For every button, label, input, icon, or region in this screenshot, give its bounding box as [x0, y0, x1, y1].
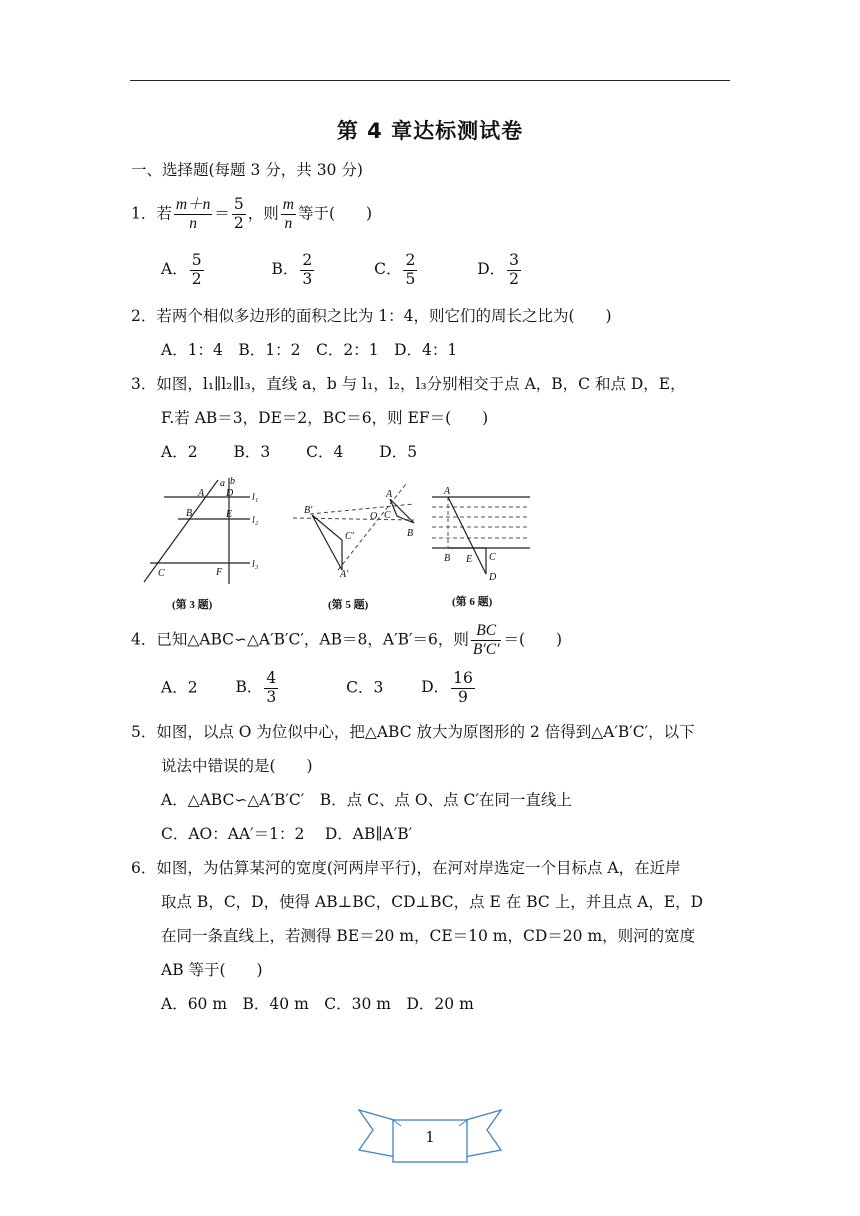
question-6-line-3: 在同一条直线上，若测得 BE＝20 m，CE＝10 m，CD＝20 m，则河的宽度: [161, 927, 696, 945]
figure-5: [290, 480, 420, 616]
question-1: [131, 196, 372, 233]
q1-d-frac: [507, 252, 521, 289]
q1-f1-num: m＋n: [175, 196, 211, 213]
q4-b-frac: [264, 670, 278, 707]
question-6-line-4: AB 等于( ): [161, 961, 263, 979]
question-6-line-1: 6．如图，为估算某河的宽度(河两岸平行)，在河对岸选定一个目标点 A，在近岸: [131, 859, 681, 877]
q1-c-frac: [403, 252, 417, 289]
q1-f2-num: 5: [233, 195, 244, 213]
fig5-label-B: B: [407, 528, 414, 539]
fig5-label-C: C: [384, 510, 391, 521]
q1-d-label: D．: [477, 260, 506, 279]
q1-option-a: [161, 251, 206, 288]
q4-pre: 已知△ABC∽△A′B′C′，AB＝8，A′B′＝6，则: [156, 630, 469, 649]
q1-b-label: B．: [271, 260, 299, 279]
fig3-label-C: C: [158, 568, 165, 579]
page-title: 第 4 章达标测试卷: [336, 119, 524, 143]
question-5-line-2: 说法中错误的是( ): [161, 757, 313, 775]
question-3-line-1: 3．如图，l₁∥l₂∥l₃，直线 a，b 与 l₁，l₂，l₃分别相交于点 A，B，C 和点 D，E，: [131, 375, 686, 393]
q4-post: ＝( ): [503, 630, 563, 649]
q1-f2-den: 2: [233, 213, 244, 232]
fig6-label-B: B: [444, 553, 451, 564]
q1-post: 等于( ): [297, 204, 373, 223]
q1-option-c: [374, 251, 419, 288]
q4-option-c: C．3: [346, 678, 384, 697]
fig3-label-l1: l₁: [252, 492, 259, 503]
q1-d-den: 2: [509, 269, 520, 288]
question-2: 2．若两个相似多边形的面积之比为 1：4，则它们的周长之比为( ): [131, 307, 612, 325]
q4-d-num: 16: [453, 669, 473, 687]
q1-f3-num: m: [282, 196, 294, 213]
header-rule: [130, 80, 730, 81]
fig5-label-B1: B′: [304, 505, 313, 516]
q4-option-d: [421, 669, 477, 706]
q4-fraction: [471, 622, 502, 659]
q1-d-num: 3: [509, 251, 520, 269]
q4-option-a: A．2: [161, 678, 198, 697]
question-6-line-2: 取点 B，C，D，使得 AB⊥BC，CD⊥BC，点 E 在 BC 上，并且点 A，E，D: [161, 893, 704, 911]
q1-c-num: 2: [405, 251, 416, 269]
fig3-label-F: F: [216, 567, 223, 578]
fig6-label-E: E: [466, 554, 473, 565]
q4-d-frac: [451, 670, 475, 707]
q4-options: [161, 670, 477, 707]
figure-3: [138, 476, 268, 616]
q1-pre: 若: [156, 204, 172, 223]
q1-c-den: 5: [405, 269, 416, 288]
q3-options: A．2 B．3 C．4 D．5: [161, 443, 418, 461]
fig3-label-l2: l₂: [252, 515, 259, 526]
q1-b-den: 3: [302, 269, 313, 288]
question-5-line-1: 5．如图，以点 O 为位似中心，把△ABC 放大为原图形的 2 倍得到△A′B′C′，以下: [131, 723, 695, 741]
fig3-label-A: A: [198, 488, 205, 499]
fig3-label-l3: l₃: [252, 559, 259, 570]
fig5-label-C1: C′: [345, 531, 354, 542]
page-number: 1: [425, 1128, 435, 1146]
q1-options: [161, 252, 523, 289]
q1-option-b: [271, 251, 316, 288]
q1-a-label: A．: [161, 260, 188, 279]
q1-a-frac: [190, 252, 204, 289]
fig3-label-b: b: [230, 476, 235, 487]
fig6-label-A: A: [444, 486, 451, 497]
fig3-label-a: a: [220, 478, 225, 489]
q1-mid: ，则: [247, 204, 279, 223]
q6-options: A．60 m B．40 m C．30 m D．20 m: [161, 995, 474, 1013]
q5-options-2: C．AO：AA′＝1：2 D．AB∥A′B′: [161, 825, 413, 843]
q1-a-num: 5: [191, 251, 202, 269]
q1-f1-den: n: [189, 214, 197, 232]
q4-option-b: [235, 669, 280, 706]
fig3-label-E: E: [226, 509, 233, 520]
q4-number: 4．: [131, 630, 157, 649]
fig3-label-D: D: [226, 488, 234, 499]
fig5-label-A1: A′: [340, 569, 349, 580]
q1-c-label: C．: [374, 260, 402, 279]
q4-d-label: D．: [421, 678, 450, 697]
q5-options-1: A．△ABC∽△A′B′C′ B．点 C、点 O、点 C′在同一直线上: [161, 791, 572, 809]
question-3-line-2: F.若 AB＝3，DE＝2，BC＝6，则 EF＝( ): [161, 409, 489, 427]
fig3-label-B: B: [186, 508, 193, 519]
q4-b-num: 4: [266, 669, 277, 687]
q4-b-den: 3: [266, 687, 277, 706]
section-heading: 一、选择题(每题 3 分，共 30 分): [131, 161, 363, 179]
q4-b-label: B．: [235, 678, 263, 697]
figure-6: [428, 482, 538, 614]
fig5-label-A: A: [386, 489, 393, 500]
q1-fraction-2: [232, 196, 246, 233]
fig5-caption: (第 5 题): [328, 599, 369, 611]
question-4: [131, 622, 562, 659]
fig3-caption: (第 3 题): [172, 599, 213, 611]
fig5-label-O: O: [370, 511, 378, 522]
q1-eq: ＝: [214, 204, 230, 223]
q1-b-frac: [300, 252, 314, 289]
q1-fraction-3: [281, 196, 296, 233]
q1-f3-den: n: [284, 214, 293, 232]
fig6-label-C: C: [489, 552, 496, 563]
fig6-caption: (第 6 题): [452, 596, 493, 608]
q4-f-num: BC: [471, 622, 502, 641]
q1-a-den: 2: [191, 269, 202, 288]
q1-fraction-1: [174, 196, 212, 233]
q1-number: 1．: [131, 204, 157, 223]
fig6-label-D: D: [489, 572, 497, 583]
q1-b-num: 2: [302, 251, 313, 269]
q4-d-den: 9: [458, 687, 468, 706]
q1-option-d: [477, 251, 523, 288]
q2-options: A．1：4 B．1：2 C．2：1 D．4：1: [161, 341, 458, 359]
q4-f-den: B′C′: [472, 640, 500, 658]
